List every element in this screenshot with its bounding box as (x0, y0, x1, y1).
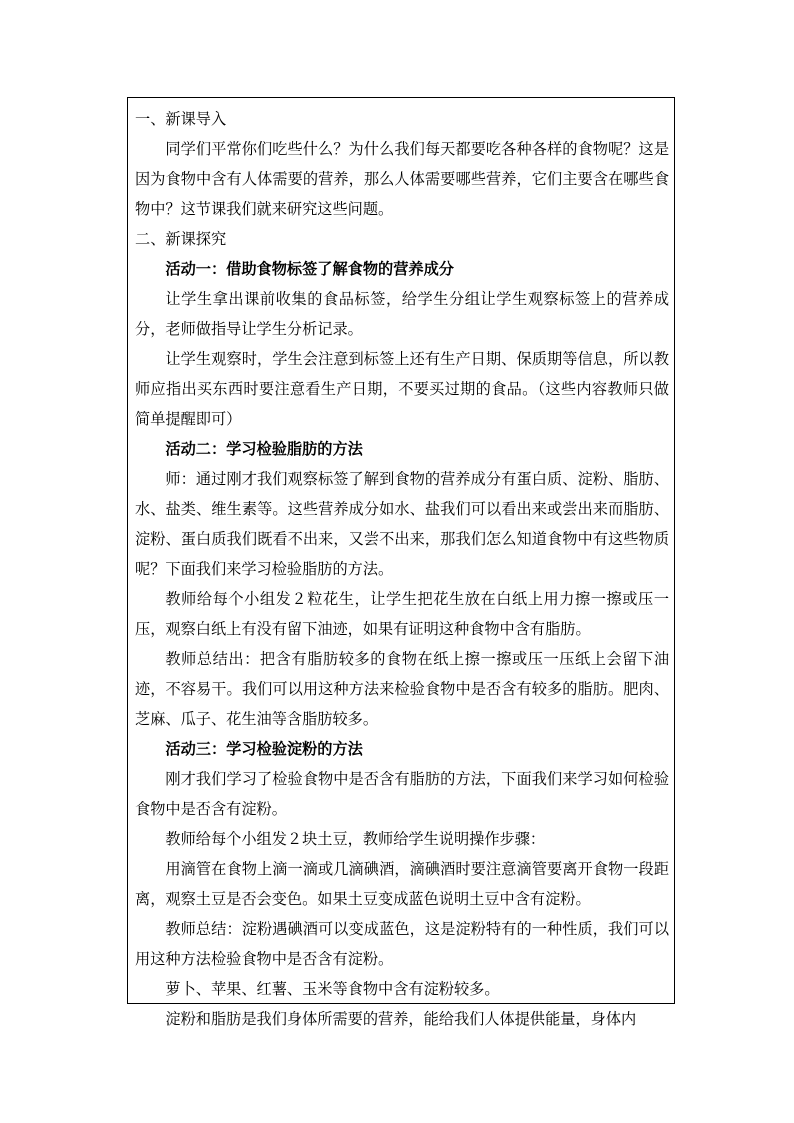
activity2-paragraph-1: 师：通过刚才我们观察标签了解到食物的营养成分有蛋白质、淀粉、脂肪、水、盐类、维生素等。这些营养成分如水、盐我们可以看出来或尝出来而脂肪、淀粉、蛋白质我们既看不出来，又尝不出来，那我们怎么知道食物中有这些物质呢？下面我们来学习检验脂肪的方法。 (135, 470, 669, 578)
activity3-title: 活动三：学习检验淀粉的方法 (165, 740, 363, 758)
activity2-paragraph-2: 教师给每个小组发２粒花生，让学生把花生放在白纸上用力擦一擦或压一压，观察白纸上有没有留下油迹，如果有证明这种食物中含有脂肪。 (135, 590, 669, 638)
activity3-paragraph-3: 用滴管在食物上滴一滴或几滴碘酒，滴碘酒时要注意滴管要离开食物一段距离，观察土豆是否会变色。如果土豆变成蓝色说明土豆中含有淀粉。 (135, 860, 669, 908)
activity3-paragraph-5: 萝卜、苹果、红薯、玉米等食物中含有淀粉较多。 (165, 980, 500, 998)
intro-paragraph: 同学们平常你们吃些什么？为什么我们每天都要吃各种各样的食物呢？这是因为食物中含有人体需要的营养，那么人体需要哪些营养，它们主要含在哪些食物中？这节课我们就来研究这些问题。 (135, 140, 669, 218)
section-heading-intro: 一、新课导入 (135, 110, 227, 128)
activity2-title: 活动二：学习检验脂肪的方法 (165, 440, 363, 458)
activity1-title: 活动一：借助食物标签了解食物的营养成分 (165, 260, 454, 278)
activity3-paragraph-1: 刚才我们学习了检验食物中是否含有脂肪的方法，下面我们来学习如何检验食物中是否含有淀粉。 (135, 770, 669, 818)
lesson-content (135, 104, 669, 1034)
activity1-paragraph-1: 让学生拿出课前收集的食品标签，给学生分组让学生观察标签上的营养成分，老师做指导让学生分析记录。 (135, 290, 669, 338)
activity3-paragraph-2: 教师给每个小组发２块土豆，教师给学生说明操作步骤： (165, 830, 546, 848)
activity3-paragraph-6: 淀粉和脂肪是我们身体所需要的营养，能给我们人体提供能量，身体内 (165, 1010, 637, 1028)
activity2-paragraph-3: 教师总结出：把含有脂肪较多的食物在纸上擦一擦或压一压纸上会留下油迹，不容易干。我们可以用这种方法来检验食物中是否含有较多的脂肪。肥肉、芝麻、瓜子、花生油等含脂肪较多。 (135, 650, 669, 728)
activity3-paragraph-4: 教师总结：淀粉遇碘酒可以变成蓝色，这是淀粉特有的一种性质，我们可以用这种方法检验食物中是否含有淀粉。 (135, 920, 669, 968)
section-heading-explore: 二、新课探究 (135, 230, 227, 248)
activity1-paragraph-2: 让学生观察时，学生会注意到标签上还有生产日期、保质期等信息，所以教师应指出买东西时要注意看生产日期，不要买过期的食品。（这些内容教师只做简单提醒即可） (135, 350, 669, 428)
